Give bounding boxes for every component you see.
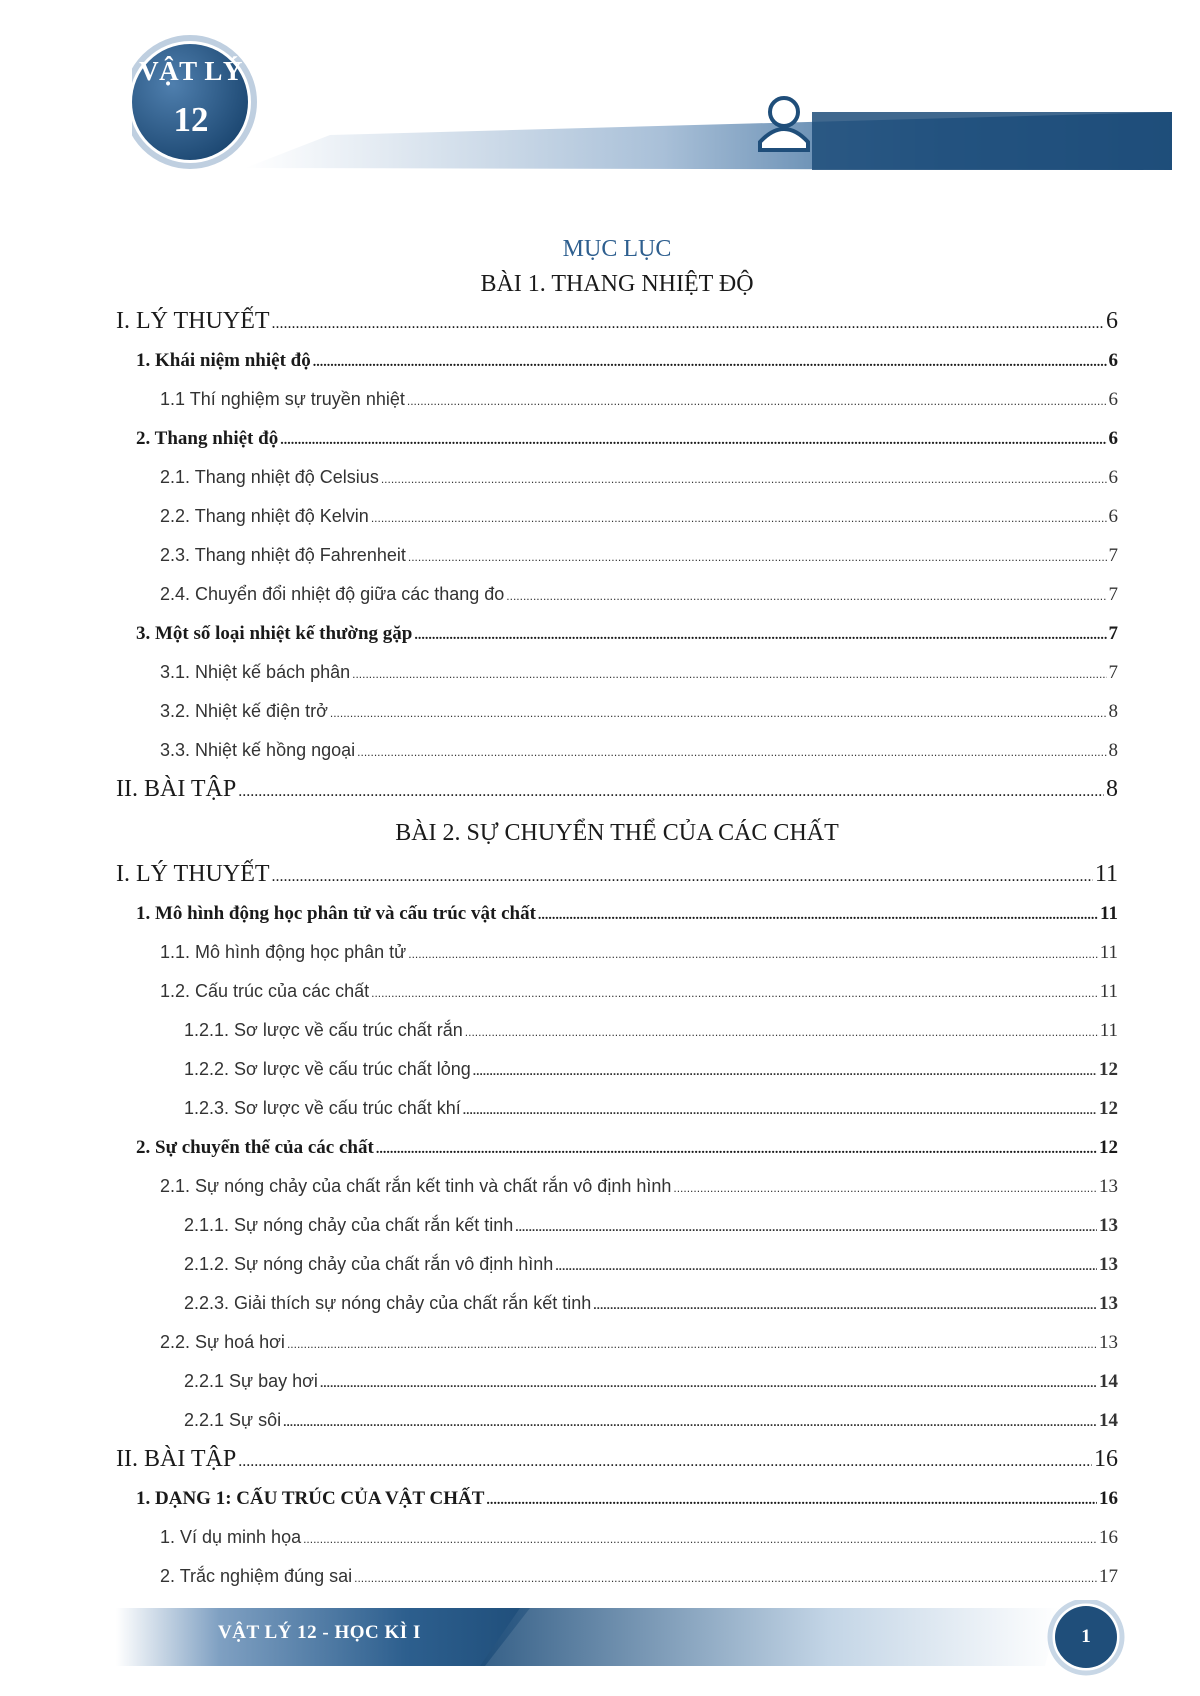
toc-entry[interactable] [116, 1518, 1118, 1557]
toc-entry-label: 2.4. Chuyển đổi nhiệt độ giữa các thang đo [160, 584, 505, 604]
toc-entry-label: 1.1. Mô hình động học phân tử [160, 942, 407, 962]
toc-leader [407, 382, 1107, 421]
toc-entry-label: 1.2.3. Sơ lược về cấu trúc chất khí [184, 1098, 461, 1118]
toc-entry[interactable] [116, 1050, 1118, 1089]
toc-entry[interactable] [116, 1284, 1118, 1323]
toc-entry-label: 2.1.2. Sự nóng chảy của chất rắn vô định hình [184, 1254, 554, 1274]
toc-leader [357, 733, 1106, 772]
toc-leader [408, 935, 1097, 974]
toc-leader [555, 1247, 1097, 1286]
toc-entry-page: 13 [1099, 1293, 1118, 1314]
toc-entry-page: 12 [1099, 1098, 1118, 1119]
toc-entry[interactable] [116, 770, 1118, 809]
footer-title: VẬT LÝ 12 - HỌC KÌ I [218, 1622, 421, 1643]
toc-entry[interactable] [116, 1401, 1118, 1440]
toc-entry-label: 2.2. Thang nhiệt độ Kelvin [160, 506, 369, 526]
toc-heading: MỤC LỤC [562, 236, 672, 262]
toc-entry-page: 11 [1100, 903, 1118, 924]
toc-leader [473, 1052, 1097, 1091]
toc-entry-label: 1.2.2. Sơ lược về cấu trúc chất lỏng [184, 1059, 471, 1079]
toc-entry-label: 1. Khái niệm nhiệt độ [136, 350, 311, 371]
toc-entry-label: 1.2. Cấu trúc của các chất [160, 981, 370, 1001]
toc-entry-page: 13 [1099, 1332, 1118, 1353]
toc-entry[interactable] [116, 614, 1118, 653]
toc-leader [313, 343, 1107, 382]
toc-entry-label: 3. Một số loại nhiệt kế thường gặp [136, 623, 413, 644]
toc-leader [283, 1403, 1097, 1442]
toc-entry[interactable] [116, 1557, 1118, 1596]
toc-entry[interactable] [116, 1362, 1118, 1401]
toc-entry-label: 3.3. Nhiệt kế hồng ngoại [160, 740, 356, 760]
toc-entry-label: 2. Trắc nghiệm đúng sai [160, 1566, 353, 1586]
toc-entry-label: 2. Thang nhiệt độ [136, 428, 279, 449]
toc-entry[interactable] [116, 1128, 1118, 1167]
toc-entry-page: 6 [1108, 389, 1118, 410]
toc-entry-label: I. LÝ THUYẾT [116, 308, 270, 334]
toc-entry-label: 2. Sự chuyển thể của các chất [136, 1137, 374, 1158]
toc-entry-label: 2.1. Thang nhiệt độ Celsius [160, 467, 379, 487]
toc-leader [352, 655, 1106, 694]
toc-entry-page: 11 [1094, 861, 1118, 887]
toc-entry-page: 8 [1108, 740, 1118, 761]
toc-entry[interactable] [116, 692, 1118, 731]
toc-entry-page: 11 [1099, 981, 1118, 1002]
toc-leader [515, 1208, 1097, 1247]
page-footer [0, 1600, 1200, 1696]
toc-entry[interactable] [116, 731, 1118, 770]
page-number: 1 [1081, 1626, 1091, 1647]
toc-leader [371, 499, 1107, 538]
toc-entry-label: 1. Ví dụ minh họa [160, 1527, 302, 1547]
table-of-contents [116, 232, 1118, 1596]
toc-entry[interactable] [116, 1440, 1118, 1479]
toc-entry-page: 6 [1108, 506, 1118, 527]
toc-entry-label: 1.2.1. Sơ lược về cấu trúc chất rắn [184, 1020, 463, 1040]
toc-leader [673, 1169, 1097, 1208]
toc-leader [593, 1286, 1097, 1325]
toc-entry-page: 6 [1106, 308, 1118, 334]
lesson-1-title: BÀI 1. THANG NHIỆT ĐỘ [480, 271, 754, 297]
toc-entry-page: 12 [1099, 1137, 1118, 1158]
toc-leader [330, 694, 1107, 733]
toc-entry-label: 2.2.3. Giải thích sự nóng chảy của chất rắn kết tinh [184, 1293, 592, 1313]
toc-entry[interactable] [116, 458, 1118, 497]
toc-entry-label: 3.1. Nhiệt kế bách phân [160, 662, 351, 682]
toc-entry-page: 7 [1108, 545, 1118, 566]
toc-leader [238, 772, 1104, 811]
toc-entry-page: 11 [1099, 1020, 1118, 1041]
toc-leader [465, 1013, 1098, 1052]
toc-entry-page: 14 [1099, 1371, 1118, 1392]
toc-entry[interactable] [116, 1206, 1118, 1245]
toc-entry-label: 2.2.1 Sự sôi [184, 1410, 282, 1430]
toc-entry[interactable] [116, 341, 1118, 380]
toc-leader [506, 577, 1106, 616]
toc-entry-label: 2.2.1 Sự bay hơi [184, 1371, 318, 1391]
toc-entry-page: 14 [1099, 1410, 1118, 1431]
toc-entry[interactable] [116, 497, 1118, 536]
toc-entry[interactable] [116, 1167, 1118, 1206]
header-band-dark [812, 112, 1172, 170]
grade-label: 12 [173, 100, 209, 139]
toc-entry-page: 13 [1099, 1176, 1118, 1197]
toc-leader [320, 1364, 1097, 1403]
toc-entry-label: 2.1.1. Sự nóng chảy của chất rắn kết tinh [184, 1215, 514, 1235]
toc-leader [303, 1520, 1097, 1559]
toc-entry[interactable] [116, 536, 1118, 575]
toc-entry-page: 7 [1108, 623, 1118, 644]
toc-entry-label: II. BÀI TẬP [116, 776, 237, 802]
toc-entry-label: 2.2. Sự hoá hơi [160, 1332, 285, 1352]
toc-entry[interactable] [116, 972, 1118, 1011]
lesson-2-title: BÀI 2. SỰ CHUYỂN THỂ CỦA CÁC CHẤT [395, 820, 839, 846]
toc-leader [354, 1559, 1097, 1598]
page-header [0, 0, 1200, 200]
toc-entry[interactable] [116, 894, 1118, 933]
toc-leader [371, 974, 1098, 1013]
toc-leader [538, 896, 1098, 935]
toc-entry-label: 2.3. Thang nhiệt độ Fahrenheit [160, 545, 406, 565]
toc-entry-page: 6 [1108, 428, 1118, 449]
toc-leader [272, 857, 1093, 896]
toc-entry[interactable] [116, 380, 1118, 419]
toc-entry-page: 7 [1108, 584, 1118, 605]
toc-entry[interactable] [116, 1245, 1118, 1284]
toc-entry[interactable] [116, 1089, 1118, 1128]
toc-leader [463, 1091, 1097, 1130]
toc-entry-label: 3.2. Nhiệt kế điện trở [160, 701, 328, 721]
toc-entry-page: 12 [1099, 1059, 1118, 1080]
toc-entry[interactable] [116, 302, 1118, 341]
toc-entry-label: 2.1. Sự nóng chảy của chất rắn kết tinh và chất rắn vô định hình [160, 1176, 672, 1196]
toc-entry-page: 16 [1099, 1488, 1118, 1509]
toc-leader [408, 538, 1107, 577]
toc-entry-page: 13 [1099, 1215, 1118, 1236]
toc-leader [272, 304, 1104, 343]
toc-entry-label: II. BÀI TẬP [116, 1446, 237, 1472]
footer-graphic [0, 1600, 1200, 1696]
toc-entry-page: 17 [1099, 1566, 1118, 1587]
toc-entry-page: 13 [1099, 1254, 1118, 1275]
toc-leader [287, 1325, 1097, 1364]
toc-entry[interactable] [116, 1479, 1118, 1518]
toc-entry-label: 1. Mô hình động học phân tử và cấu trúc vật chất [136, 903, 536, 924]
toc-entry-label: 1. DẠNG 1: CẤU TRÚC CỦA VẬT CHẤT [136, 1488, 485, 1509]
toc-entry[interactable] [116, 933, 1118, 972]
toc-entry-page: 8 [1108, 701, 1118, 722]
toc-leader [376, 1130, 1097, 1169]
toc-entry-page: 16 [1094, 1446, 1118, 1472]
footer-band-right [480, 1608, 1060, 1666]
toc-leader [486, 1481, 1097, 1520]
toc-entry-page: 7 [1108, 662, 1118, 683]
toc-leader [238, 1442, 1092, 1481]
toc-entry[interactable] [116, 1011, 1118, 1050]
subject-label: VẬT LÝ [139, 56, 243, 86]
toc-leader [381, 460, 1107, 499]
toc-leader [414, 616, 1106, 655]
toc-leader [280, 421, 1106, 460]
toc-entry-label: 1.1 Thí nghiệm sự truyền nhiệt [160, 389, 405, 409]
toc-entry[interactable] [116, 855, 1118, 894]
toc-entry-label: I. LÝ THUYẾT [116, 861, 270, 887]
toc-entry[interactable] [116, 419, 1118, 458]
toc-entry-page: 16 [1099, 1527, 1118, 1548]
toc-entry-page: 8 [1106, 776, 1118, 802]
toc-entry[interactable] [116, 653, 1118, 692]
toc-entry-page: 6 [1108, 467, 1118, 488]
toc-entry-page: 6 [1108, 350, 1118, 371]
toc-entry[interactable] [116, 575, 1118, 614]
toc-entry[interactable] [116, 1323, 1118, 1362]
toc-entry-page: 11 [1099, 942, 1118, 963]
